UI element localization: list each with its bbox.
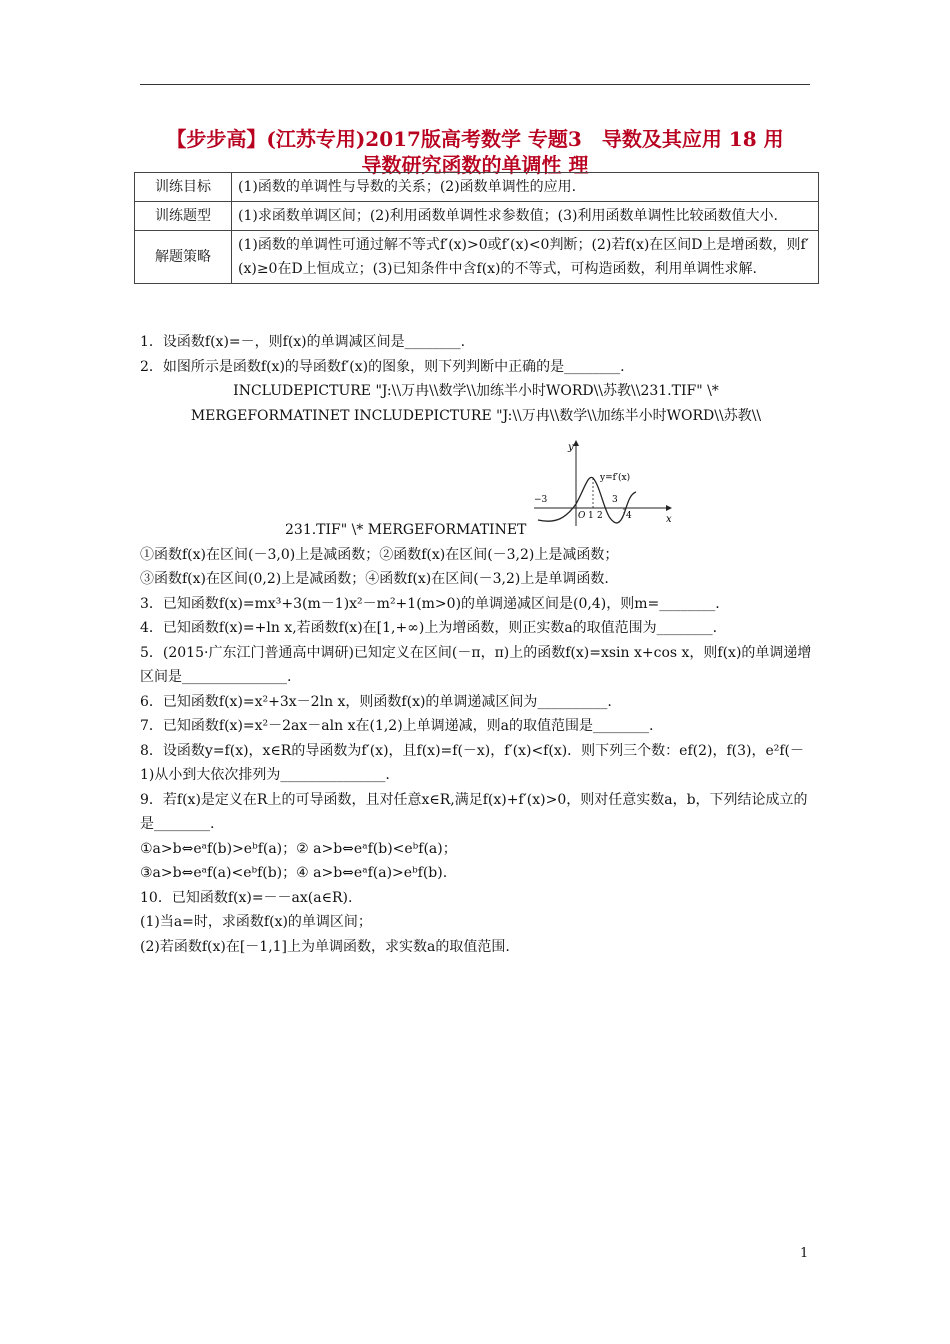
problem-1: 1．设函数f(x)=－，则f(x)的单调减区间是________. — [140, 334, 466, 350]
table-row — [135, 202, 819, 231]
title-line-2: 导数研究函数的单调性 理 — [361, 153, 589, 177]
table-value: (1)函数的单调性可通过解不等式f′(x)>0或f′(x)<0判断；(2)若f(x)在区间D上是增函数，则f′(x)≥0在D上恒成立；(3)已知条件中含f(x)的不等式，可构造函数，利用单调性求解. — [232, 231, 819, 284]
document-title — [140, 126, 810, 178]
problem-2-options-b: ③函数f(x)在区间(0,2)上是减函数；④函数f(x)在区间(－3,2)上是单调函数. — [140, 571, 609, 587]
tick-label: 3 — [612, 495, 618, 505]
problem-7: 7．已知函数f(x)=x²－2ax－aln x在(1,2)上单调递减，则a的取值范围是________. — [140, 718, 654, 734]
problem-9-options-a: ①a>b⇔eᵃf(b)>eᵇf(a)；② a>b⇔eᵃf(b)<eᵇf(a)； — [140, 840, 457, 857]
table-key: 训练题型 — [135, 202, 232, 231]
field-code-line-3: 231.TIF" \* MERGEFORMATINET — [285, 522, 527, 538]
problem-list — [140, 330, 812, 959]
table-value: (1)函数的单调性与导数的关系；(2)函数单调性的应用. — [232, 173, 819, 202]
problem-3: 3．已知函数f(x)=mx³+3(m－1)x²－m²+1(m>0)的单调递减区间是(0,4)，则m=________. — [140, 595, 720, 612]
header-rule — [140, 84, 810, 85]
table-row — [135, 173, 819, 202]
table-value: (1)求函数单调区间；(2)利用函数单调性求参数值；(3)利用函数单调性比较函数值大小. — [232, 202, 819, 231]
tick-label: 2 — [597, 511, 603, 521]
title-line-1: 【步步高】(江苏专用)2017版高考数学 专题3 导数及其应用 18 用 — [166, 127, 784, 151]
problem-9-options-b: ③a>b⇔eᵃf(a)<eᵇf(b)；④ a>b⇔eᵃf(a)>eᵇf(b). — [140, 865, 448, 881]
tick-label: −3 — [534, 495, 548, 505]
derivative-graph — [526, 438, 676, 528]
field-code-line-2: MERGEFORMATINET INCLUDEPICTURE "J:\\万冉\\数学\\加练半小时WORD\\苏教\\ — [190, 407, 762, 424]
problem-9: 9．若f(x)是定义在R上的可导函数，且对任意x∈R,满足f(x)+f′(x)>0，则对任意实数a，b，下列结论成立的是________. — [140, 791, 808, 832]
tick-label: 1 — [588, 511, 594, 521]
x-axis-label: x — [666, 514, 672, 525]
table-row — [135, 231, 819, 284]
problem-10: 10．已知函数f(x)=－－ax(a∈R). — [140, 889, 353, 906]
y-axis-arrow — [573, 440, 579, 446]
problem-10-part-1: (1)当a=时，求函数f(x)的单调区间； — [140, 914, 372, 930]
problem-6: 6．已知函数f(x)=x²+3x－2ln x，则函数f(x)的单调递减区间为__________. — [140, 693, 612, 710]
y-axis-label: y — [568, 442, 574, 453]
problem-10-part-2: (2)若函数f(x)在[－1,1]上为单调函数，求实数a的取值范围. — [140, 938, 510, 955]
problem-2: 2．如图所示是函数f(x)的导函数f′(x)的图象，则下列判断中正确的是________. — [140, 358, 625, 375]
table-key: 解题策略 — [135, 231, 232, 284]
problem-5: 5．(2015·广东江门普通高中调研)已知定义在区间(－π，π)上的函数f(x)=xsin x+cos x，则f(x)的单调递增区间是_______________. — [140, 644, 812, 685]
problem-8: 8．设函数y=f(x)，x∈R的导函数为f′(x)，且f(x)=f(－x)，f′(x)<f(x)．则下列三个数：ef(2)，f(3)，e²f(－1)从小到大依次排列为_______________. — [140, 742, 805, 783]
table-key: 训练目标 — [135, 173, 232, 202]
x-axis-arrow — [666, 505, 672, 511]
tick-label: 4 — [626, 511, 632, 521]
field-code-line-1: INCLUDEPICTURE "J:\\万冉\\数学\\加练半小时WORD\\苏教\\231.TIF" \* — [233, 383, 719, 399]
curve-label: y=f′(x) — [600, 473, 631, 483]
problem-4: 4．已知函数f(x)=+ln x,若函数f(x)在[1,+∞)上为增函数，则正实数a的取值范围为________. — [140, 620, 718, 636]
derivative-curve — [538, 477, 636, 523]
problem-2-options-a: ①函数f(x)在区间(－3,0)上是减函数；②函数f(x)在区间(－3,2)上是减函数； — [140, 546, 619, 563]
graph-spacer — [140, 428, 812, 518]
origin-label: O — [578, 511, 586, 521]
training-info-table — [134, 172, 819, 284]
page-number: 1 — [800, 1246, 809, 1261]
